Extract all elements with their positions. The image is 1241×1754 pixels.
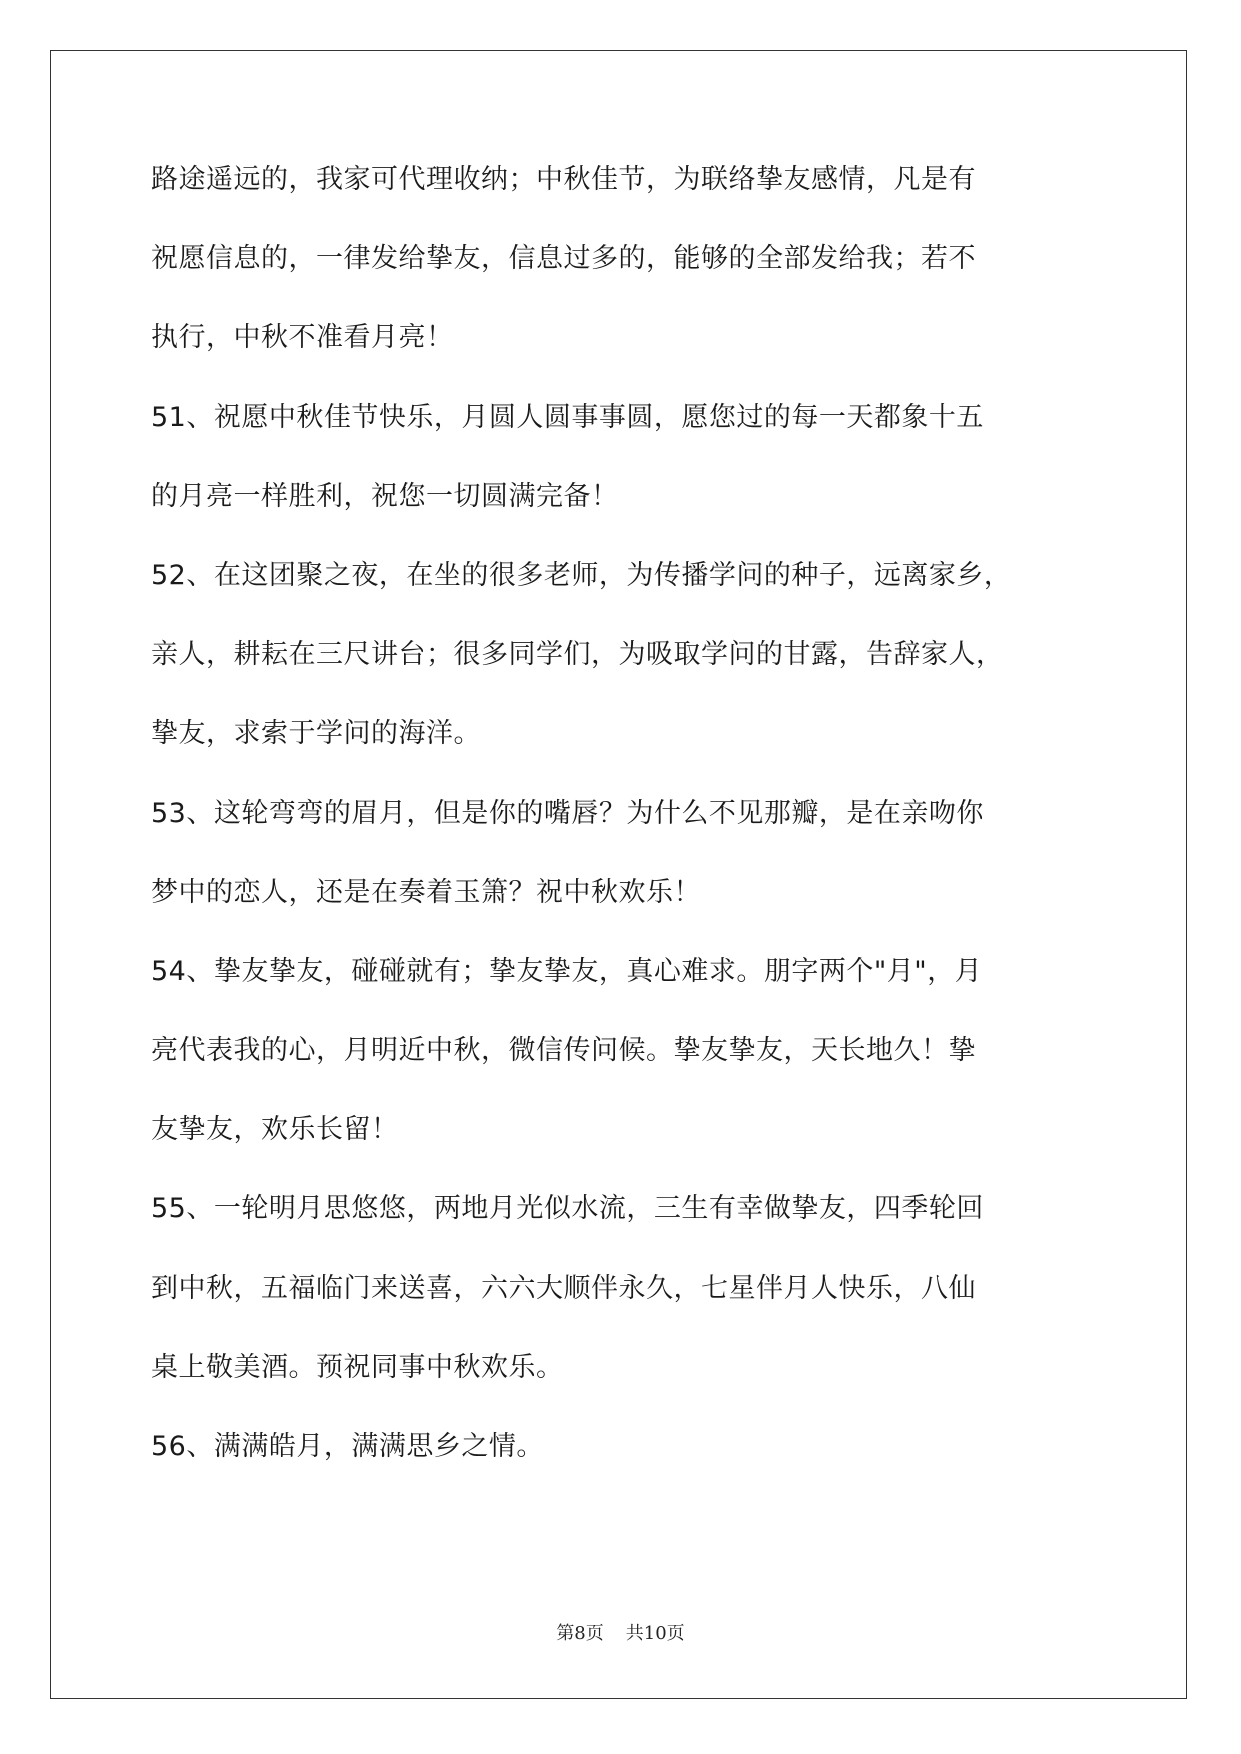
text-line: 祝愿信息的，一律发给挚友，信息过多的，能够的全部发给我；若不: [151, 243, 976, 275]
text-line: 54、挚友挚友，碰碰就有；挚友挚友，真心难求。朋字两个"月"，月: [151, 955, 983, 987]
text-line: 亲人，耕耘在三尺讲台；很多同学们，为吸取学问的甘露，告辞家人，: [151, 639, 1004, 671]
page-number: 第8页: [556, 1623, 604, 1644]
text-line: 的月亮一样胜利，祝您一切圆满完备！: [151, 480, 619, 512]
text-line: 到中秋，五福临门来送喜，六六大顺伴永久，七星伴月人快乐，八仙: [151, 1272, 976, 1304]
page-total: 共10页: [625, 1623, 685, 1644]
text-line: 梦中的恋人，还是在奏着玉箫？祝中秋欢乐！: [151, 876, 701, 908]
text-line: 55、一轮明月思悠悠，两地月光似水流，三生有幸做挚友，四季轮回: [151, 1193, 984, 1225]
text-line: 53、这轮弯弯的眉月，但是你的嘴唇？为什么不见那瓣，是在亲吻你: [151, 797, 984, 829]
text-line: 亮代表我的心，月明近中秋，微信传问候。挚友挚友，天长地久！挚: [151, 1035, 976, 1067]
text-line: 路途遥远的，我家可代理收纳；中秋佳节，为联络挚友感情，凡是有: [151, 164, 976, 195]
page-footer: [0, 1619, 1241, 1645]
text-line: 挚友，求索于学问的海洋。: [151, 718, 481, 750]
text-line: 友挚友，欢乐长留！: [151, 1114, 399, 1146]
text-line: 桌上敬美酒。预祝同事中秋欢乐。: [151, 1351, 564, 1383]
text-line: 52、在这团聚之夜，在坐的很多老师，为传播学问的种子，远离家乡，: [151, 559, 1012, 591]
text-line: 51、祝愿中秋佳节快乐，月圆人圆事事圆，愿您过的每一天都象十五: [151, 401, 984, 433]
text-line: 56、满满皓月，满满思乡之情。: [151, 1431, 544, 1462]
text-line: 执行，中秋不准看月亮！: [151, 322, 454, 354]
document-body: [151, 160, 1096, 1506]
